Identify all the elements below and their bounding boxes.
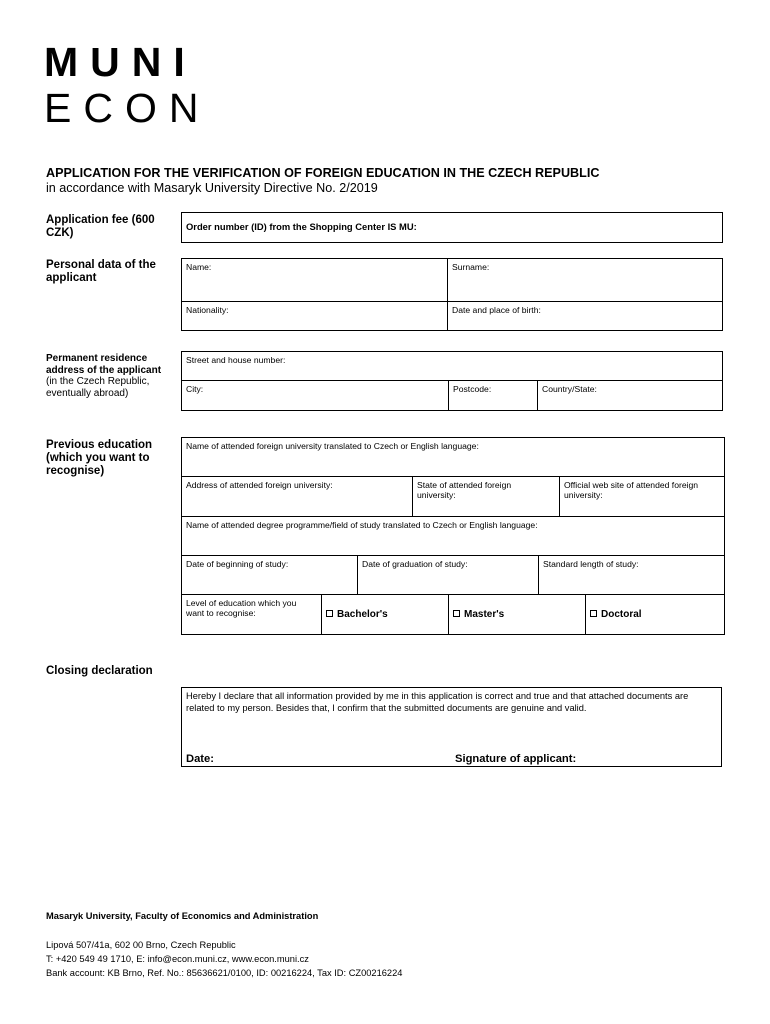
fee-box bbox=[181, 212, 723, 243]
declaration-box bbox=[181, 687, 722, 767]
checkbox-icon[interactable] bbox=[453, 610, 460, 617]
fee-section-label: Application fee (600 CZK) bbox=[46, 214, 155, 239]
checkbox-icon[interactable] bbox=[326, 610, 333, 617]
personal-box bbox=[181, 258, 723, 331]
page-title: APPLICATION FOR THE VERIFICATION OF FOREIGN EDUCATION IN THE CZECH REPUBLIC bbox=[46, 166, 600, 180]
logo-econ: ECON bbox=[44, 85, 211, 131]
order-number-field[interactable]: Order number (ID) from the Shopping Center IS MU: bbox=[186, 221, 417, 232]
university-web-field[interactable]: Official web site of attended foreign university: bbox=[564, 480, 699, 500]
footer-org: Masaryk University, Faculty of Economics and Administration bbox=[46, 911, 319, 921]
postcode-field[interactable]: Postcode: bbox=[453, 384, 492, 394]
level-option-bachelor[interactable] bbox=[322, 607, 392, 623]
residence-label-bold: Permanent residence address of the applicant bbox=[46, 353, 162, 376]
programme-field[interactable]: Name of attended degree programme/field of study translated to Czech or English language: bbox=[186, 520, 538, 530]
residence-label-note: (in the Czech Republic, eventually abroad) bbox=[46, 376, 150, 399]
declaration-section-label: Closing declaration bbox=[46, 665, 153, 677]
country-field[interactable]: Country/State: bbox=[542, 384, 597, 394]
surname-field[interactable]: Surname: bbox=[452, 262, 490, 272]
standard-length-field[interactable]: Standard length of study: bbox=[543, 559, 639, 569]
footer-address: Lipová 507/41a, 602 00 Brno, Czech Republic bbox=[46, 940, 236, 950]
date-graduation-field[interactable]: Date of graduation of study: bbox=[362, 559, 468, 569]
street-field[interactable]: Street and house number: bbox=[186, 355, 286, 365]
signature-field[interactable]: Signature of applicant: bbox=[455, 753, 577, 765]
checkbox-icon[interactable] bbox=[590, 610, 597, 617]
level-label: Level of education which you want to recognise: bbox=[186, 598, 297, 618]
level-option-master[interactable] bbox=[449, 607, 508, 623]
date-field[interactable]: Date: bbox=[186, 753, 214, 765]
option-label: Doctoral bbox=[601, 609, 642, 620]
footer-contact: T: +420 549 49 1710, E: info@econ.muni.cz, www.econ.muni.cz bbox=[46, 954, 309, 964]
option-label: Bachelor's bbox=[337, 609, 388, 620]
birth-field[interactable]: Date and place of birth: bbox=[452, 305, 541, 315]
personal-section-label: Personal data of the applicant bbox=[46, 259, 156, 284]
city-field[interactable]: City: bbox=[186, 384, 204, 394]
university-name-field[interactable]: Name of attended foreign university translated to Czech or English language: bbox=[186, 441, 479, 451]
footer-bank: Bank account: KB Brno, Ref. No.: 85636621/0100, ID: 00216224, Tax ID: CZ00216224 bbox=[46, 968, 403, 978]
university-address-field[interactable]: Address of attended foreign university: bbox=[186, 480, 333, 490]
residence-section-label bbox=[46, 353, 171, 399]
date-begin-field[interactable]: Date of beginning of study: bbox=[186, 559, 289, 569]
option-label: Master's bbox=[464, 609, 505, 620]
level-option-doctoral[interactable] bbox=[586, 607, 646, 623]
nationality-field[interactable]: Nationality: bbox=[186, 305, 229, 315]
university-state-field[interactable]: State of attended foreign university: bbox=[417, 480, 512, 500]
declaration-text: Hereby I declare that all information provided by me in this application is correct and true and that attached documents are related to my person. Besides that, I confirm that the submitted documents are genuine and valid. bbox=[186, 691, 689, 713]
education-section-label: Previous education (which you want to recognise) bbox=[46, 439, 153, 477]
page-subtitle: in accordance with Masaryk University Directive No. 2/2019 bbox=[46, 181, 378, 195]
name-field[interactable]: Name: bbox=[186, 262, 212, 272]
logo-muni: MUNI bbox=[44, 39, 197, 85]
education-box bbox=[181, 437, 725, 635]
residence-box bbox=[181, 351, 723, 411]
